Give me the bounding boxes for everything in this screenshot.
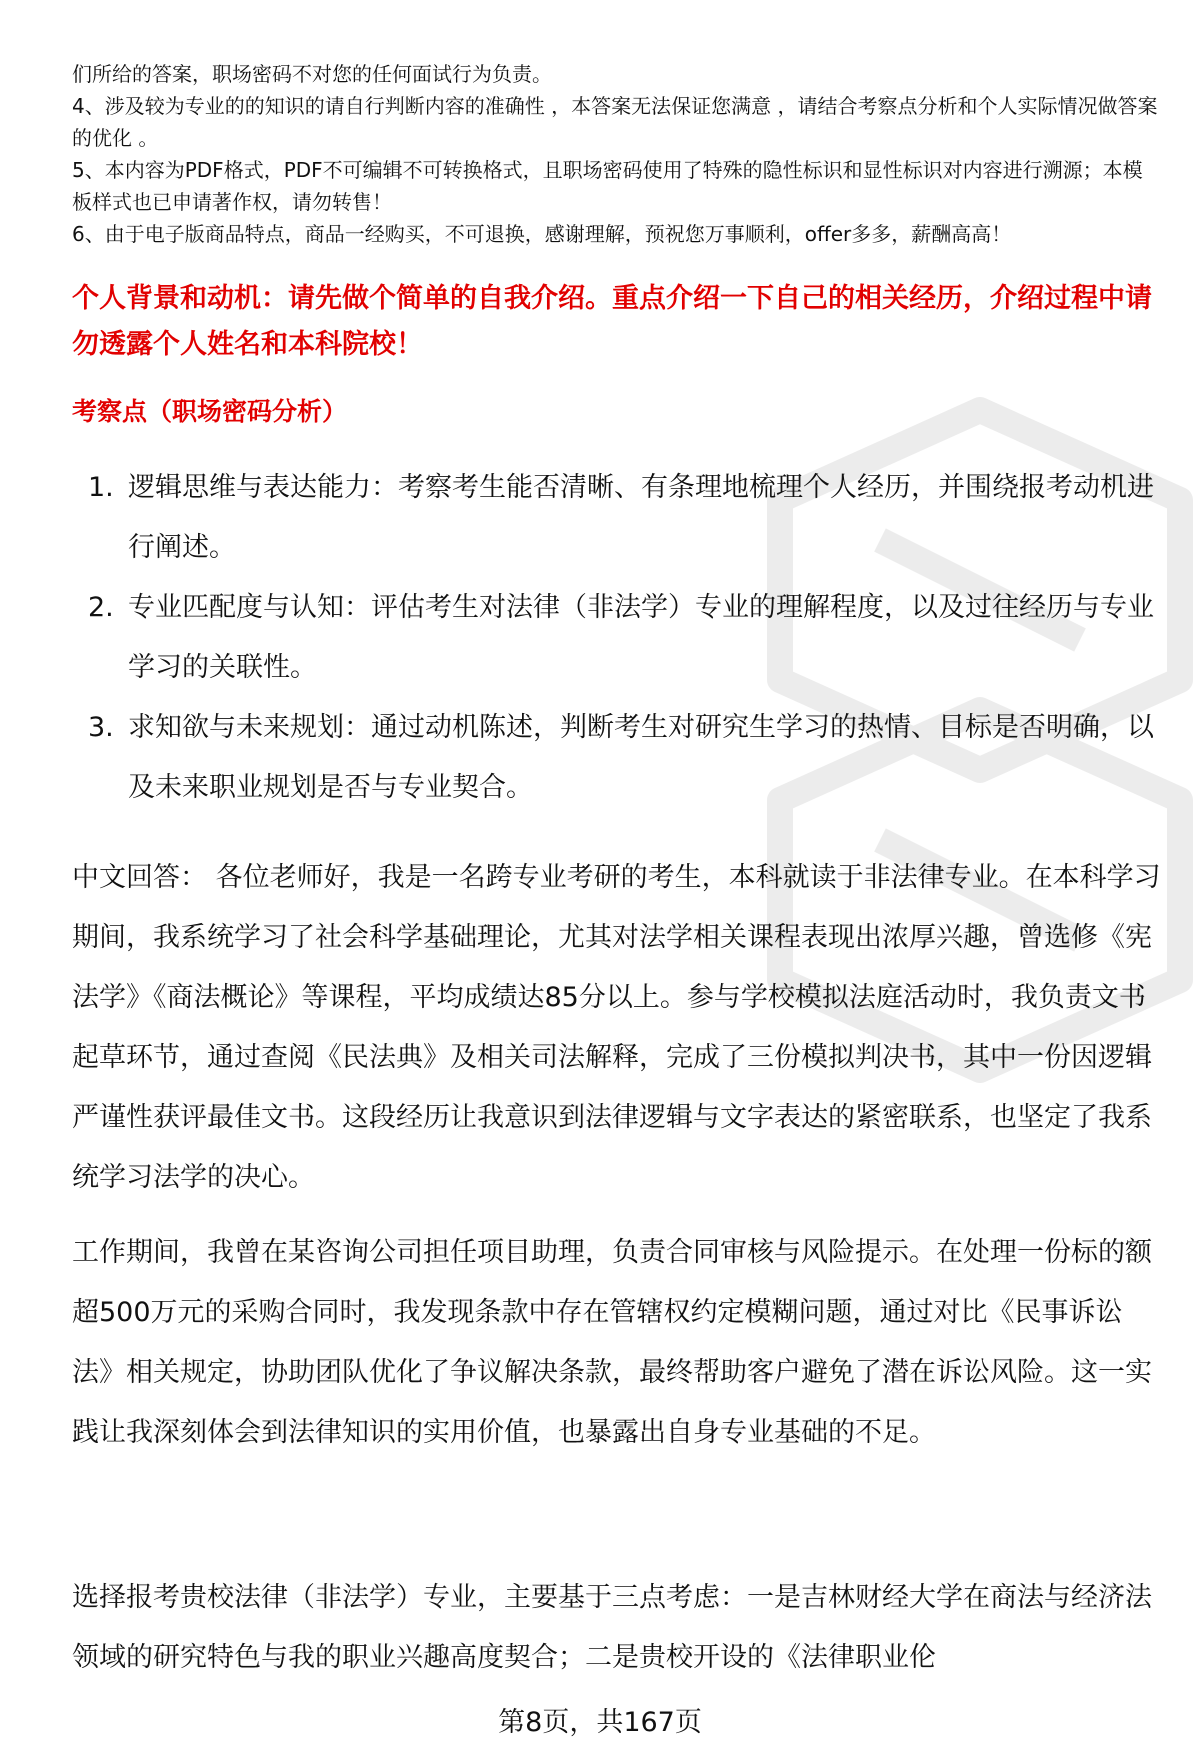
assessment-points-list [88,458,1168,818]
assessment-points-heading: 考察点（职场密码分析） [72,397,348,426]
list-item-number: 3. [88,712,114,743]
list-item-text: 逻辑思维与表达能力：考察考生能否清晰、有条理地梳理个人经历，并围绕报考动机进行阐述。 [128,472,1154,563]
answer-paragraph-3: 选择报考贵校法律（非法学）专业，主要基于三点考虑：一是吉林财经大学在商法与经济法领域的研究特色与我的职业兴趣高度契合；二是贵校开设的《法律职业伦 [72,1582,1152,1673]
note-line: 4、涉及较为专业的的知识的请自行判断内容的准确性 ，本答案无法保证您满意 ，请结合考察点分析和个人实际情况做答案的优化 。 [72,94,1158,150]
interview-question: 个人背景和动机：请先做个简单的自我介绍。重点介绍一下自己的相关经历，介绍过程中请勿透露个人姓名和本科院校！ [72,283,1152,360]
list-item [88,698,1168,818]
list-item-number: 2. [88,592,114,623]
list-item-text: 专业匹配度与认知：评估考生对法律（非法学）专业的理解程度，以及过往经历与专业学习的关联性。 [128,592,1154,683]
answer-paragraph-1: 中文回答： 各位老师好，我是一名跨专业考研的考生，本科就读于非法律专业。在本科学习期间，我系统学习了社会科学基础理论，尤其对法学相关课程表现出浓厚兴趣，曾选修《宪法学》《商法概论》等课程，平均成绩达85分以上。参与学校模拟法庭活动时，我负责文书起草环节，通过查阅《民法典》及相关司法解释，完成了三份模拟判决书，其中一份因逻辑严谨性获评最佳文书。这段经历让我意识到法律逻辑与文字表达的紧密联系，也坚定了我系统学习法学的决心。 [72,862,1161,1193]
note-line: 5、本内容为PDF格式，PDF不可编辑不可转换格式，且职场密码使用了特殊的隐性标识和显性标识对内容进行溯源；本模板样式也已申请著作权，请勿转售！ [72,158,1143,214]
disclaimer-notes [72,58,1162,250]
list-item [88,578,1168,698]
list-item [88,458,1168,578]
page-number: 第8页，共167页 [498,1707,702,1738]
list-item-number: 1. [88,472,114,503]
list-item-text: 求知欲与未来规划：通过动机陈述，判断考生对研究生学习的热情、目标是否明确，以及未来职业规划是否与专业契合。 [128,712,1154,803]
note-line: 们所给的答案，职场密码不对您的任何面试行为负责。 [72,62,552,86]
answer-paragraph-2: 工作期间，我曾在某咨询公司担任项目助理，负责合同审核与风险提示。在处理一份标的额超500万元的采购合同时，我发现条款中存在管辖权约定模糊问题，通过对比《民事诉讼法》相关规定，协助团队优化了争议解决条款，最终帮助客户避免了潜在诉讼风险。这一实践让我深刻体会到法律知识的实用价值，也暴露出自身专业基础的不足。 [72,1237,1152,1448]
note-line: 6、由于电子版商品特点，商品一经购买，不可退换，感谢理解，预祝您万事顺利，offer多多，薪酬高高！ [72,222,1012,246]
